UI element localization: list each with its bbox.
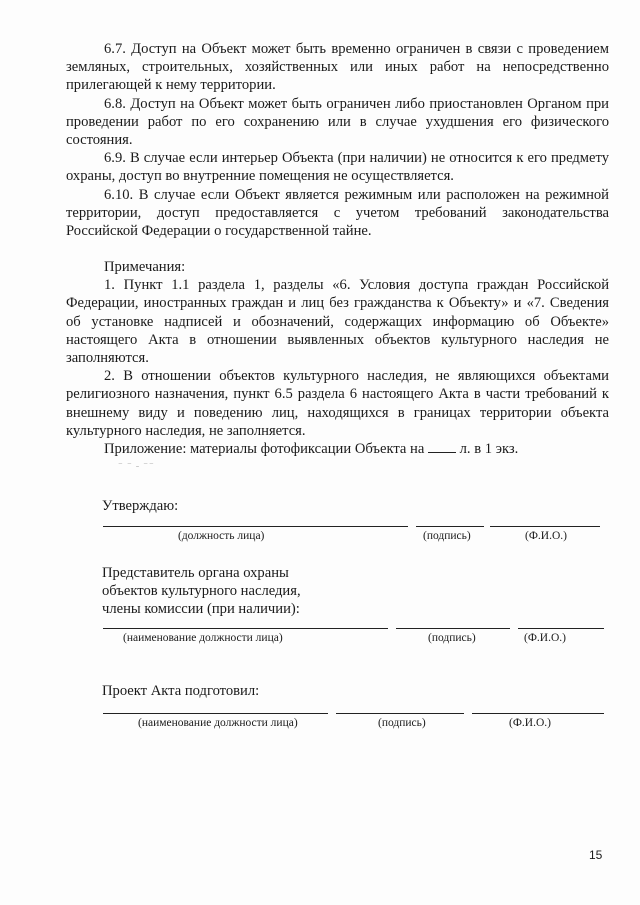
representative-position-line xyxy=(103,628,388,629)
prepared-position-caption: (наименование должности лица) xyxy=(138,717,298,729)
attachment-prefix: Приложение: материалы фотофиксации Объекта на xyxy=(104,441,425,458)
note-item-2: 2. В отношении объектов культурного наследия, не являющихся объектами религиозного назначения, пункт 6.5 раздела 6 настоящего Акта в части требований к внешнему виду и поведению лиц, находящихся в границах территории объекта культурного наследия, не заполняется. xyxy=(66,368,609,439)
notes-title: Примечания: xyxy=(104,259,186,275)
attachment-suffix: л. в 1 экз. xyxy=(459,441,519,458)
representative-signature-caption: (подпись) xyxy=(428,632,476,644)
approve-position-line xyxy=(103,526,408,527)
paragraph-6-10: 6.10. В случае если Объект является режимным или расположен на режимной территории, доступ предоставляется с учетом требований законодательства Российской Федерации о государственной тайне. xyxy=(66,186,609,240)
approve-name-line xyxy=(490,526,600,527)
representative-label-line2: объектов культурного наследия, xyxy=(102,583,301,599)
representative-name-line xyxy=(518,628,604,629)
approve-signature-caption: (подпись) xyxy=(423,530,471,542)
paragraph-6-9: 6.9. В случае если интерьер Объекта (при наличии) не относится к его предмету охраны, доступ во внутренние помещения не осуществляется. xyxy=(66,150,609,185)
approve-signature-line xyxy=(416,526,484,527)
representative-label-line3: члены комиссии (при наличии): xyxy=(102,601,300,617)
approve-name-caption: (Ф.И.О.) xyxy=(525,530,567,542)
paragraph-6-8: 6.8. Доступ на Объект может быть ограничен либо приостановлен Органом при проведении работ по его сохранению или в случае ухудшения его физического состояния. xyxy=(66,95,609,149)
section-6-paragraphs xyxy=(66,40,609,240)
paragraph-6-7: 6.7. Доступ на Объект может быть временно ограничен в связи с проведением земляных, строительных, хозяйственных или иных работ на непосредственно прилегающей к нему территории. xyxy=(66,41,609,94)
representative-position-caption: (наименование должности лица) xyxy=(123,632,283,644)
notes-section xyxy=(66,258,609,458)
approve-position-caption: (должность лица) xyxy=(178,530,265,542)
note-item-1: 1. Пункт 1.1 раздела 1, разделы «6. Условия доступа граждан Российской Федерации, иностранных граждан и лиц без гражданства к Объекту» и «7. Сведения об установке надписей и обозначений, содержащих информацию об Объекте» настоящего Акта в отношении выявленных объектов культурного наследия не заполняются. xyxy=(66,277,609,367)
scan-smudge: ⁻ ⁻ ˗ ⁻⁻ xyxy=(118,460,155,470)
prepared-signature-line xyxy=(336,713,464,714)
attachment-page-count-blank xyxy=(428,440,456,453)
prepared-signature-caption: (подпись) xyxy=(378,717,426,729)
prepared-name-caption: (Ф.И.О.) xyxy=(509,717,551,729)
attachment-line xyxy=(66,440,609,458)
representative-label-line1: Представитель органа охраны xyxy=(102,565,289,581)
representative-name-caption: (Ф.И.О.) xyxy=(524,632,566,644)
representative-signature-line xyxy=(396,628,510,629)
prepared-name-line xyxy=(472,713,604,714)
approve-label: Утверждаю: xyxy=(102,498,179,514)
prepared-label: Проект Акта подготовил: xyxy=(102,683,260,699)
page-number: 15 xyxy=(589,848,603,862)
prepared-position-line xyxy=(103,713,328,714)
